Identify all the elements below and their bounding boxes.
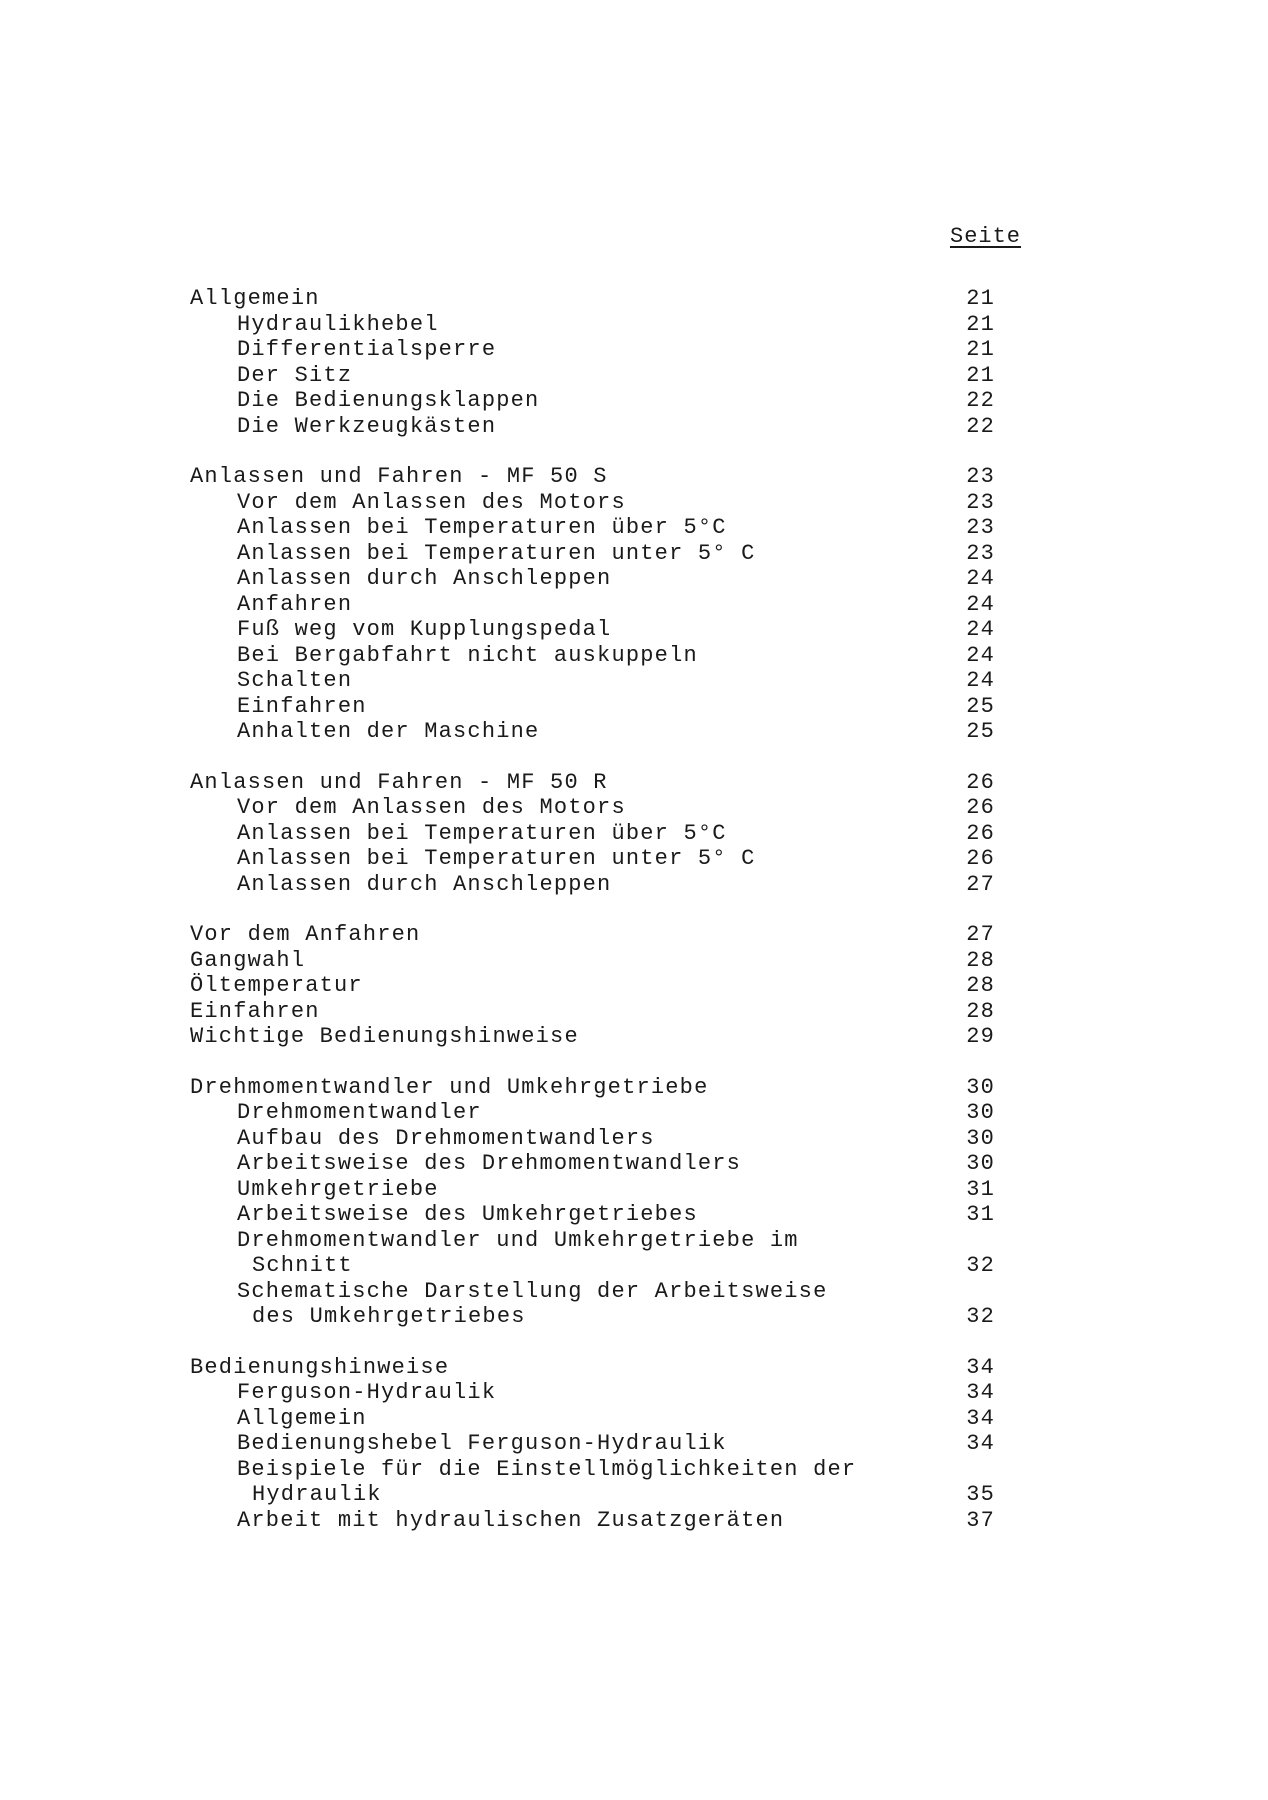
toc-page-number: 23 xyxy=(966,515,995,540)
toc-entry-row xyxy=(190,388,1020,414)
toc-entry-title: Vor dem Anlassen des Motors xyxy=(237,795,626,820)
toc-entry-row xyxy=(190,1279,1020,1305)
toc-entry-title: Die Werkzeugkästen xyxy=(237,413,497,439)
toc-heading-row xyxy=(190,973,1020,999)
toc-entry-title: Anlassen bei Temperaturen unter 5° C xyxy=(237,846,756,871)
toc-entry-title: Anhalten der Maschine xyxy=(237,719,540,744)
toc-entry-title: Drehmomentwandler und Umkehrgetriebe xyxy=(190,1074,709,1100)
toc-heading-row xyxy=(190,999,1020,1025)
toc-page-number: 26 xyxy=(966,820,995,846)
toc-page-number: 32 xyxy=(966,1253,995,1278)
toc-entry-row xyxy=(190,1482,1020,1508)
toc-entry-row xyxy=(190,515,1020,541)
toc-entry-title: des Umkehrgetriebes xyxy=(252,1304,526,1329)
toc-entry-title: Hydraulik xyxy=(252,1482,382,1507)
toc-entry-row xyxy=(190,846,1020,872)
toc-heading-row xyxy=(190,464,1020,490)
toc-entry-row xyxy=(190,872,1020,898)
toc-entry-row xyxy=(190,1126,1020,1152)
toc-page-number: 22 xyxy=(966,388,995,413)
toc-heading-row xyxy=(190,770,1020,796)
toc-page-number: 28 xyxy=(966,947,995,973)
toc-page-number: 21 xyxy=(966,362,995,388)
toc-entry-row xyxy=(190,337,1020,363)
toc-page-number: 24 xyxy=(966,617,995,642)
toc-entry-row xyxy=(190,795,1020,821)
toc-entry-row xyxy=(190,643,1020,669)
toc-entry-row xyxy=(190,490,1020,516)
toc-section xyxy=(190,464,1020,745)
toc-section xyxy=(190,770,1020,898)
toc-entry-row xyxy=(190,1100,1020,1126)
toc-page-number: 24 xyxy=(966,566,995,591)
toc-page-number: 34 xyxy=(966,1354,995,1380)
toc-heading-row xyxy=(190,922,1020,948)
toc-entry-title: Vor dem Anfahren xyxy=(190,922,421,947)
toc-entry-row xyxy=(190,694,1020,720)
toc-page-number: 35 xyxy=(966,1482,995,1507)
toc-entry-title: Differentialsperre xyxy=(237,337,497,362)
toc-entry-title: Schnitt xyxy=(252,1253,353,1278)
toc-entry-title: Allgemein xyxy=(237,1405,367,1431)
toc-entry-row xyxy=(190,1177,1020,1203)
toc-page-number: 34 xyxy=(966,1431,995,1456)
toc-entry-row xyxy=(190,1151,1020,1177)
toc-page-number: 32 xyxy=(966,1304,995,1329)
toc-entry-title: Einfahren xyxy=(237,693,367,719)
toc-page-number: 24 xyxy=(966,668,995,693)
toc-page-number: 27 xyxy=(966,871,995,897)
toc-entry-row xyxy=(190,668,1020,694)
toc-entry-title: Gangwahl xyxy=(190,947,306,973)
toc-entry-row xyxy=(190,1457,1020,1483)
toc-entry-title: Schalten xyxy=(237,668,353,693)
toc-page-number: 21 xyxy=(966,311,995,337)
toc-page-number: 23 xyxy=(966,464,995,489)
toc-entry-title: Wichtige Bedienungshinweise xyxy=(190,1024,579,1049)
toc-entry-title: Anlassen bei Temperaturen über 5°C xyxy=(237,515,727,540)
toc-section xyxy=(190,1075,1020,1330)
toc-page-number: 30 xyxy=(966,1125,995,1151)
toc-entry-title: Bei Bergabfahrt nicht auskuppeln xyxy=(237,642,698,668)
toc-page-number: 30 xyxy=(966,1074,995,1100)
toc-page-number: 28 xyxy=(966,998,995,1024)
toc-entry-title: Der Sitz xyxy=(237,362,353,388)
toc-entry-row xyxy=(190,414,1020,440)
toc-page-number: 30 xyxy=(966,1100,995,1125)
toc-page-number: 31 xyxy=(966,1176,995,1202)
toc-page-number: 24 xyxy=(966,642,995,668)
toc-entry-title: Anfahren xyxy=(237,591,353,617)
toc-page-number: 22 xyxy=(966,413,995,439)
toc-entry-title: Beispiele für die Einstellmöglichkeiten der xyxy=(237,1456,857,1482)
table-of-contents xyxy=(190,286,1020,1558)
toc-entry-title: Die Bedienungsklappen xyxy=(237,388,540,413)
toc-page-number: 34 xyxy=(966,1380,995,1405)
toc-heading-row xyxy=(190,286,1020,312)
toc-entry-title: Fuß weg vom Kupplungspedal xyxy=(237,617,612,642)
toc-entry-title: Ferguson-Hydraulik xyxy=(237,1380,497,1405)
toc-page-number: 24 xyxy=(966,591,995,617)
toc-entry-title: Anlassen und Fahren - MF 50 S xyxy=(190,464,608,489)
toc-entry-row xyxy=(190,1202,1020,1228)
toc-entry-title: Anlassen durch Anschleppen xyxy=(237,566,612,591)
toc-entry-title: Schematische Darstellung der Arbeitsweise xyxy=(237,1278,828,1304)
toc-entry-title: Allgemein xyxy=(190,286,320,311)
toc-page-number: 34 xyxy=(966,1405,995,1431)
toc-entry-row xyxy=(190,1228,1020,1254)
toc-heading-row xyxy=(190,1075,1020,1101)
toc-entry-row xyxy=(190,312,1020,338)
toc-entry-title: Anlassen bei Temperaturen über 5°C xyxy=(237,820,727,846)
toc-page-number: 31 xyxy=(966,1202,995,1227)
toc-entry-row xyxy=(190,1380,1020,1406)
toc-page-number: 37 xyxy=(966,1507,995,1533)
toc-page-number: 30 xyxy=(966,1151,995,1176)
toc-entry-row xyxy=(190,719,1020,745)
toc-page-number: 25 xyxy=(966,693,995,719)
toc-entry-title: Drehmomentwandler xyxy=(237,1100,482,1125)
toc-entry-row xyxy=(190,617,1020,643)
toc-entry-row xyxy=(190,821,1020,847)
toc-entry-title: Aufbau des Drehmomentwandlers xyxy=(237,1125,655,1151)
toc-entry-row xyxy=(190,592,1020,618)
toc-entry-row xyxy=(190,541,1020,567)
toc-section xyxy=(190,1355,1020,1534)
toc-entry-title: Arbeitsweise des Umkehrgetriebes xyxy=(237,1202,698,1227)
toc-page-number: 29 xyxy=(966,1024,995,1049)
toc-section xyxy=(190,922,1020,1050)
toc-entry-row xyxy=(190,363,1020,389)
toc-entry-row xyxy=(190,1508,1020,1534)
toc-entry-title: Hydraulikhebel xyxy=(237,311,439,337)
toc-entry-row xyxy=(190,1304,1020,1330)
toc-entry-title: Anlassen durch Anschleppen xyxy=(237,871,612,897)
toc-heading-row xyxy=(190,1355,1020,1381)
toc-entry-title: Umkehrgetriebe xyxy=(237,1176,439,1202)
toc-page-number: 23 xyxy=(966,489,995,515)
toc-section xyxy=(190,286,1020,439)
toc-entry-title: Bedienungshinweise xyxy=(190,1354,450,1380)
toc-page-number: 25 xyxy=(966,719,995,744)
toc-page-number: 28 xyxy=(966,973,995,998)
toc-entry-row xyxy=(190,1406,1020,1432)
toc-entry-title: Arbeit mit hydraulischen Zusatzgeräten xyxy=(237,1507,785,1533)
toc-entry-row xyxy=(190,1253,1020,1279)
toc-entry-title: Bedienungshebel Ferguson-Hydraulik xyxy=(237,1431,727,1456)
toc-heading-row xyxy=(190,948,1020,974)
page-column-heading: Seite xyxy=(950,224,1022,249)
toc-page-number: 23 xyxy=(966,540,995,566)
toc-entry-row xyxy=(190,1431,1020,1457)
toc-entry-title: Anlassen bei Temperaturen unter 5° C xyxy=(237,540,756,566)
toc-heading-row xyxy=(190,1024,1020,1050)
toc-entry-title: Arbeitsweise des Drehmomentwandlers xyxy=(237,1151,742,1176)
toc-page-number: 26 xyxy=(966,769,995,795)
toc-entry-row xyxy=(190,566,1020,592)
toc-entry-title: Öltemperatur xyxy=(190,973,363,998)
toc-entry-title: Anlassen und Fahren - MF 50 R xyxy=(190,769,608,795)
toc-entry-title: Drehmomentwandler und Umkehrgetriebe im xyxy=(237,1227,799,1253)
toc-page-number: 27 xyxy=(966,922,995,947)
toc-page-number: 21 xyxy=(966,337,995,362)
toc-page-number: 26 xyxy=(966,795,995,820)
toc-entry-title: Einfahren xyxy=(190,998,320,1024)
toc-page-number: 21 xyxy=(966,286,995,311)
toc-entry-title: Vor dem Anlassen des Motors xyxy=(237,489,626,515)
toc-page-number: 26 xyxy=(966,846,995,871)
